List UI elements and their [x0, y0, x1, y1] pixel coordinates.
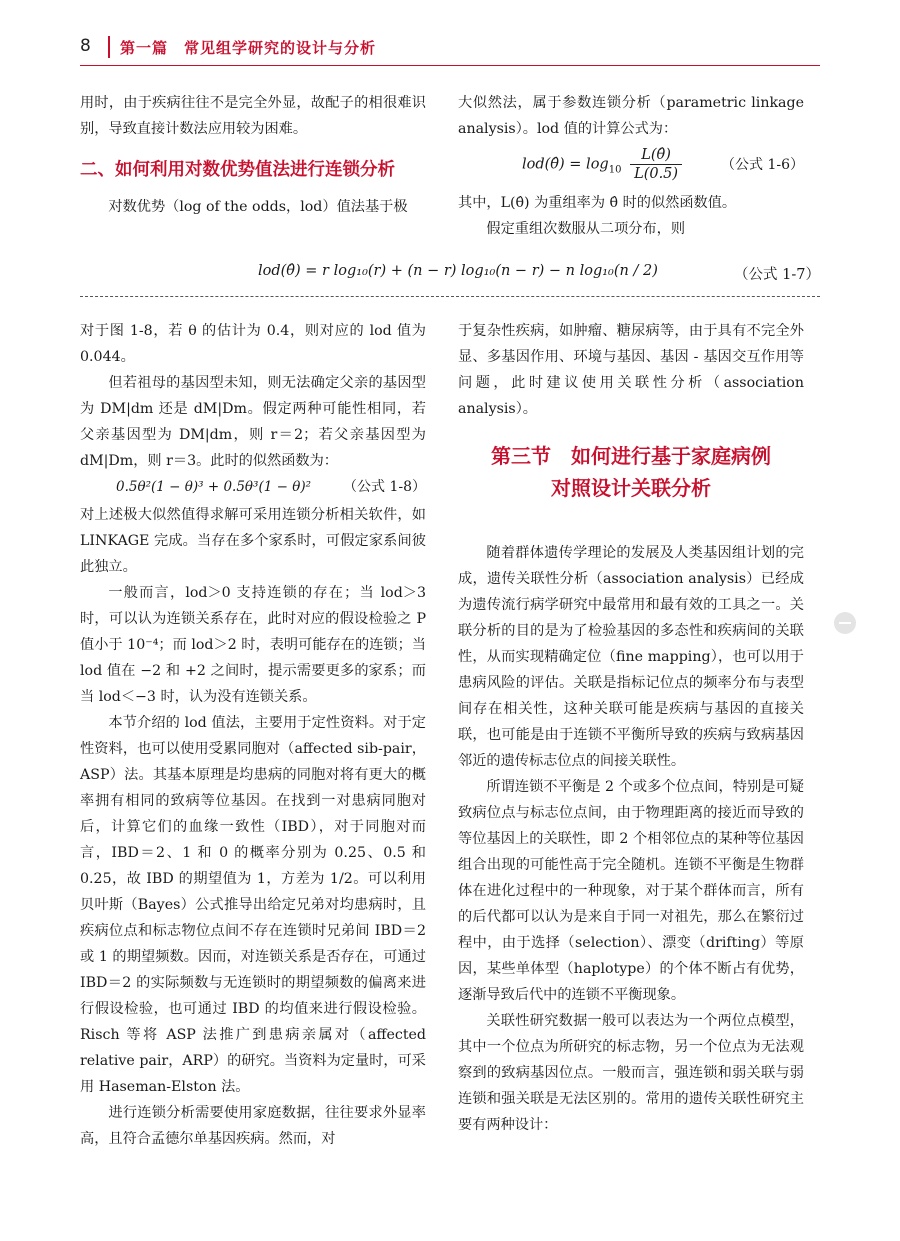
paragraph: 一般而言，lod＞0 支持连锁的存在；当 lod＞3 时，可以认为连锁关系存在，此时对应的假设检验之 P 值小于 10⁻⁴；而 lod＞2 时，表明可能存在的连锁；当 lod 值在 −2 和 +2 之间时，提示需要更多的家系；而当 lod＜−3 时，认为没有连锁关系。	[80, 585, 426, 705]
section-heading	[458, 440, 804, 504]
formula-denominator: L(0.5)	[634, 166, 679, 182]
paragraph: 对数优势（log of the odds，lod）值法基于极	[108, 199, 408, 215]
left-column-top	[80, 90, 426, 220]
paragraph: 对上述极大似然值得求解可采用连锁分析相关软件，如 LINKAGE 完成。当存在多个家系时，可假定家系间彼此独立。	[80, 507, 426, 575]
formula-expression: lod(θ̂) = r log₁₀(r) + (n − r) log₁₀(n − r) − n log₁₀(n / 2)	[258, 263, 658, 279]
running-header	[80, 34, 820, 62]
paragraph: 进行连锁分析需要使用家庭数据，往往要求外显率高，且符合孟德尔单基因疾病。然而，对	[80, 1105, 426, 1147]
formula-log-base: 10	[608, 164, 622, 176]
paragraph: 对于图 1-8，若 θ 的估计为 0.4，则对应的 lod 值为 0.044。	[80, 323, 426, 365]
paragraph: 但若祖母的基因型未知，则无法确定父亲的基因型为 DM|dm 还是 dM|Dm。假定两种可能性相同，若父亲基因型为 DM|dm，则 r＝2；若父亲基因型为 dM|Dm，则 r＝3。此时的似然函数为：	[80, 375, 426, 469]
formula-fraction	[630, 146, 682, 183]
formula-1-8	[80, 474, 426, 502]
left-column-bottom	[80, 318, 426, 1152]
chapter-title: 第一篇 常见组学研究的设计与分析	[120, 39, 377, 57]
formula-label: （公式 1-7）	[734, 267, 820, 283]
header-rule	[80, 65, 820, 66]
formula-1-6	[458, 142, 804, 190]
formula-numerator: L(θ̂)	[630, 146, 682, 165]
side-tab-icon[interactable]	[834, 612, 856, 634]
section-heading-line: 对照设计关联分析	[551, 476, 711, 500]
header-divider	[108, 36, 110, 58]
paragraph: 本节介绍的 lod 值法，主要用于定性资料。对于定性资料，也可以使用受累同胞对（affected sib-pair，ASP）法。其基本原理是均患病的同胞对将有更大的概率拥有相同的致病等位基因。在找到一对患病同胞对后，计算它们的血缘一致性（IBD），对于同胞对而言，IBD＝2、1 和 0 的概率分别为 0.25、0.5 和 0.25，故 IBD 的期望值为 1，方差为 1/2。可以利用贝叶斯（Bayes）公式推导出给定兄弟对均患病时，且疾病位点和标志物位点间不存在连锁时兄弟间 IBD＝2 或 1 的期望频数。因而，对连锁关系是否存在，可通过 IBD＝2 的实际频数与无连锁时的期望频数的偏离来进行假设检验，也可通过 IBD 的均值来进行假设检验。Risch 等将 ASP 法推广到患病亲属对（affected relative pair，ARP）的研究。当资料为定量时，可采用 Haseman-Elston 法。	[80, 715, 426, 1095]
formula-lhs: lod(θ̂) = log	[522, 156, 609, 173]
paragraph: 所谓连锁不平衡是 2 个或多个位点间，特别是可疑致病位点与标志位点间，由于物理距离的接近而导致的等位基因上的关联性，即 2 个相邻位点的某种等位基因组合出现的可能性高于完全随机。连锁不平衡是生物群体在进化过程中的一种现象，对于某个群体而言，所有的后代都可以认为是来自于同一对祖先，那么在繁衍过程中，由于选择（selection）、漂变（drifting）等原因，某些单体型（haplotype）的个体不断占有优势，逐渐导致后代中的连锁不平衡现象。	[458, 779, 804, 1003]
page-number: 8	[80, 36, 91, 56]
section-heading-line: 第三节 如何进行基于家庭病例	[491, 444, 771, 468]
paragraph: 假定重组次数服从二项分布，则	[486, 221, 686, 237]
subsection-heading: 二、如何利用对数优势值法进行连锁分析	[80, 160, 395, 180]
paragraph: 于复杂性疾病，如肿瘤、糖尿病等，由于具有不完全外显、多基因作用、环境与基因、基因 - 基因交互作用等问题，此时建议使用关联性分析（association analysis）。	[458, 323, 804, 417]
formula-expression: 0.5θ²(1 − θ)³ + 0.5θ³(1 − θ)²	[116, 479, 312, 495]
formula-label: （公式 1-8）	[343, 479, 426, 495]
paragraph: 关联性研究数据一般可以表达为一个两位点模型，其中一个位点为所研究的标志物，另一个位点为无法观察到的致病基因位点。一般而言，强连锁和弱关联与弱连锁和强关联是无法区别的。常用的遗传关联性研究主要有两种设计：	[458, 1013, 804, 1133]
right-column-top	[458, 90, 804, 242]
right-column-bottom	[458, 318, 804, 1138]
paragraph: 随着群体遗传学理论的发展及人类基因组计划的完成，遗传关联性分析（association analysis）已经成为遗传流行病学研究中最常用和最有效的工具之一。关联分析的目的是为了检验基因的多态性和疾病间的关联性，从而实现精确定位（fine mapping），也可以用于患病风险的评估。关联是指标记位点的频率分布与表型间存在相关性，这种关联可能是疾病与基因的直接关联，也可能是由于连锁不平衡所导致的疾病与致病基因邻近的遗传标志位点的间接关联性。	[458, 545, 804, 769]
formula-label: （公式 1-6）	[721, 157, 804, 173]
paragraph: 用时，由于疾病往往不是完全外显，故配子的相很难识别，导致直接计数法应用较为困难。	[80, 95, 426, 137]
paragraph: 其中，L(θ̂) 为重组率为 θ̂ 时的似然函数值。	[458, 195, 737, 211]
paragraph: 大似然法，属于参数连锁分析（parametric linkage analysis）。lod 值的计算公式为：	[458, 95, 804, 137]
formula-1-7	[80, 263, 820, 289]
dashed-divider	[80, 296, 820, 297]
